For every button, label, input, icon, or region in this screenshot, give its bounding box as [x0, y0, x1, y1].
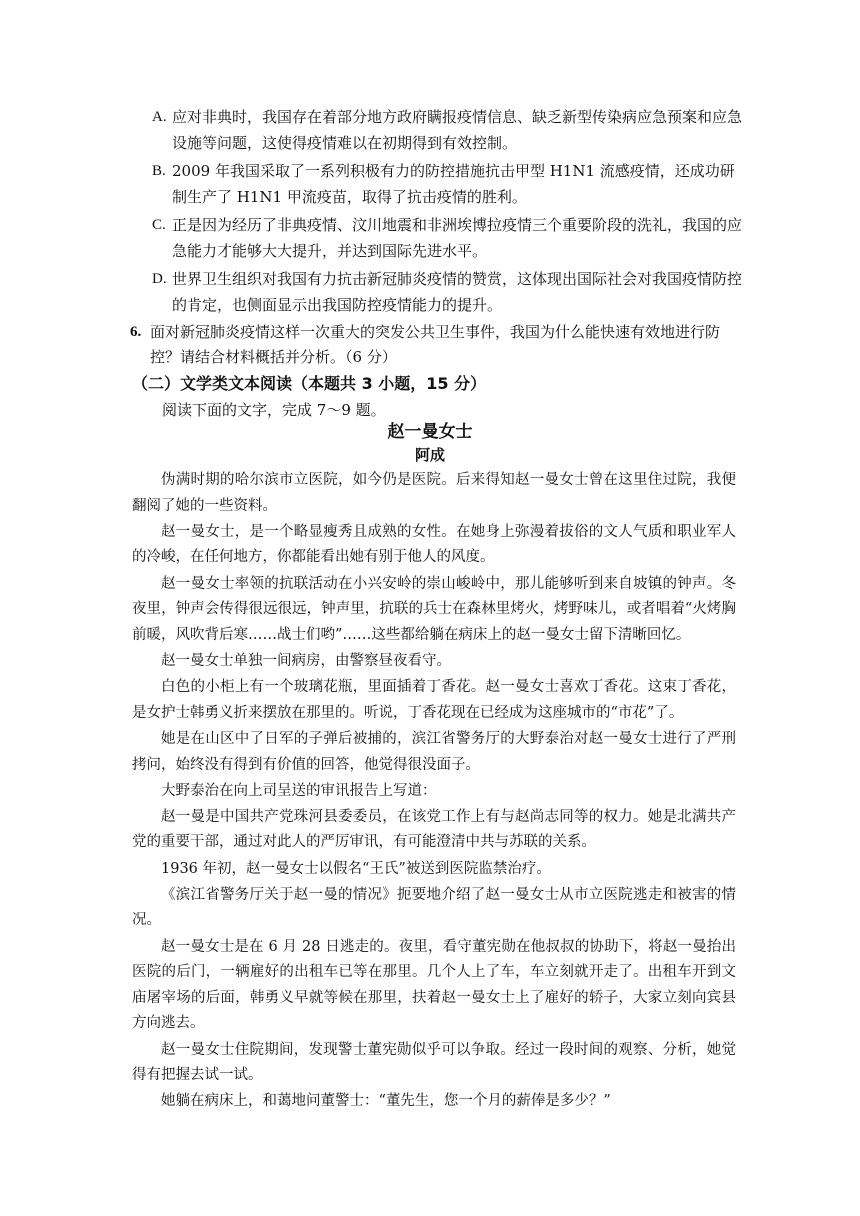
option-d-text: 世界卫生组织对我国有力抗击新冠肺炎疫情的赞赏，这体现出国际社会对我国疫情防控的肯定，也侧面显示出我国防控疫情能力的提升。	[172, 270, 743, 314]
option-a-text: 应对非典时，我国存在着部分地方政府瞒报疫情信息、缺乏新型传染病应急预案和应急设施等问题，这使得疫情难以在初期得到有效控制。	[172, 108, 743, 152]
article-paragraph: 她是在山区中了日军的子弹后被捕的，滨江省警务厅的大野泰治对赵一曼女士进行了严刑拷问，始终没有得到有价值的回答，他觉得很没面子。	[132, 730, 736, 773]
article-body	[132, 468, 736, 1116]
option-d-key: D.	[152, 271, 167, 287]
question-6-text: 面对新冠肺炎疫情这样一次重大的突发公共卫生事件，我国为什么能快速有效地进行防控？请结合材料概括并分析。（6 分）	[150, 323, 721, 366]
article-paragraph: 白色的小柜上有一个玻璃花瓶，里面插着丁香花。赵一曼女士喜欢丁香花。这束丁香花，是女护士韩勇义折来摆放在那里的。听说，丁香花现在已经成为这座城市的“市花”了。	[132, 679, 736, 721]
article-paragraph: 赵一曼女士单独一间病房，由警察昼夜看守。	[161, 652, 451, 669]
article-paragraph: 大野泰治在向上司呈送的审讯报告上写道：	[161, 782, 437, 799]
article-paragraph: 赵一曼女士住院期间，发现警士董宪勋似乎可以争取。经过一段时间的观察、分析，她觉得有把握去试一试。	[132, 1041, 736, 1084]
option-a	[152, 104, 742, 156]
article-paragraph: 伪满时期的哈尔滨市立医院，如今仍是医院。后来得知赵一曼女士曾在这里住过院，我便翻阅了她的一些资料。	[132, 472, 736, 514]
article-paragraph: 1936 年初，赵一曼女士以假名“王氏”被送到医院监禁治疗。	[161, 860, 551, 877]
article-paragraph: 赵一曼女士，是一个略显瘦秀且成熟的女性。在她身上弥漫着拔俗的文人气质和职业军人的冷峻，在任何地方，你都能看出她有别于他人的风度。	[132, 523, 736, 566]
option-b-key: B.	[152, 163, 166, 179]
question-6-number: 6.	[130, 324, 142, 340]
article-paragraph: 《滨江省警务厅关于赵一曼的情况》扼要地介绍了赵一曼女士从市立医院逃走和被害的情况。	[132, 886, 736, 929]
article-paragraph: 赵一曼女士是在 6 月 28 日逃走的。夜里，看守董宪勋在他叔叔的协助下，将赵一曼抬出医院的后门，一辆雇好的出租车已等在那里。几个人上了车，车立刻就开走了。出租车开到文庙屠宰场的后面，韩勇义早就等候在那里，扶着赵一曼女士上了雇好的轿子，大家立刻向宾县方向逃去。	[132, 938, 736, 1032]
question-6	[130, 320, 742, 370]
option-b-text: 2009 年我国采取了一系列积极有力的防控措施抗击甲型 H1N1 流感疫情，还成功研制生产了 H1N1 甲流疫苗，取得了抗击疫情的胜利。	[172, 162, 735, 206]
article-author: 阿成	[414, 446, 445, 464]
article-paragraph: 她躺在病床上，和蔼地问董警士：“董先生，您一个月的薪俸是多少？”	[161, 1093, 611, 1110]
article-title: 赵一曼女士	[387, 422, 473, 442]
article-paragraph: 赵一曼女士率领的抗联活动在小兴安岭的崇山峻岭中，那儿能够听到来自坡镇的钟声。冬夜里，钟声会传得很远很远，钟声里，抗联的兵士在森林里烤火，烤野味儿，或者唱着“火烤胸前暖，风吹背后寒……战士们哟”……这些都给躺在病床上的赵一曼女士留下清晰回忆。	[132, 575, 736, 643]
option-c-key: C.	[152, 217, 166, 233]
option-b	[152, 158, 742, 210]
option-d	[152, 266, 742, 318]
article-paragraph: 赵一曼是中国共产党珠河县委委员，在该党工作上有与赵尚志同等的权力。她是北满共产党的重要干部，通过对此人的严厉审讯，有可能澄清中共与苏联的关系。	[132, 808, 736, 851]
option-c	[152, 212, 742, 264]
reading-instruction: 阅读下面的文字，完成 7～9 题。	[162, 401, 386, 419]
section-heading: （二）文学类文本阅读（本题共 3 小题，15 分）	[132, 374, 487, 393]
option-c-text: 正是因为经历了非典疫情、汶川地震和非洲埃博拉疫情三个重要阶段的洗礼，我国的应急能力才能够大大提升，并达到国际先进水平。	[172, 216, 743, 260]
option-a-key: A.	[152, 109, 167, 125]
